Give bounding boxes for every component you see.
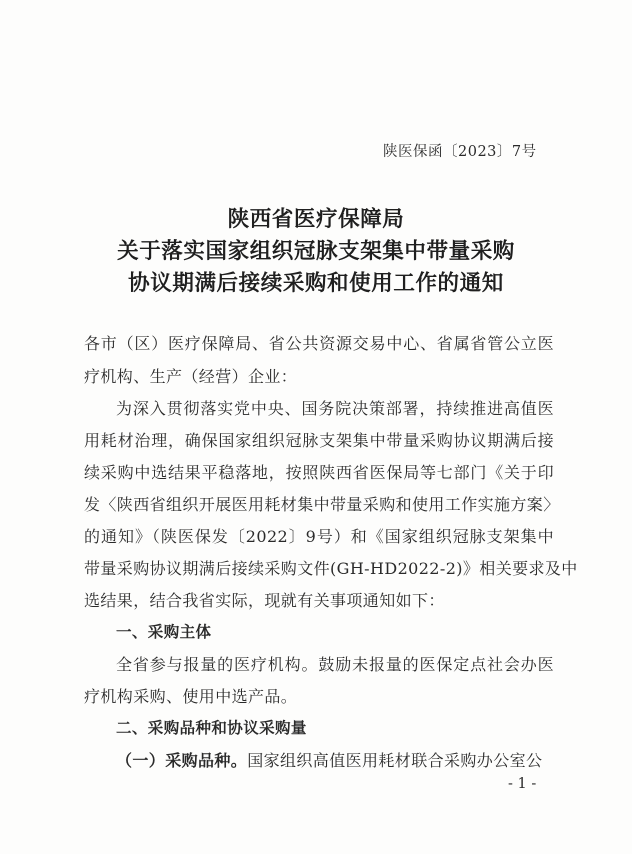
intro-line-5: 的通知》（陕医保发〔2022〕9号）和《国家组织冠脉支架集中 [84, 527, 554, 546]
section-2-subsection [116, 748, 554, 771]
intro-line-4: 发〈陕西省组织开展医用耗材集中带量采购和使用工作实施方案〉 [84, 495, 560, 514]
addressee-line-1: 各市（区）医疗保障局、省公共资源交易中心、省属省管公立医 [84, 334, 554, 353]
subsection-label: （一）采购品种。 [116, 751, 248, 770]
section-2-heading: 二、采购品种和协议采购量 [116, 719, 307, 737]
intro-line-6: 带量采购协议期满后接续采购文件(GH-HD2022-2)》相关要求及中 [84, 559, 578, 578]
intro-line-3: 续采购中选结果平稳落地，按照陕西省医保局等七部门《关于印 [84, 463, 554, 482]
intro-line-1: 为深入贯彻落实党中央、国务院决策部署，持续推进高值医 [116, 399, 554, 418]
addressee-line-2: 疗机构、生产（经营）企业： [84, 367, 298, 386]
intro-line-2: 用耗材治理，确保国家组织冠脉支架集中带量采购协议期满后接 [84, 431, 554, 450]
subsection-text: 国家组织高值医用耗材联合采购办公室公 [247, 751, 543, 770]
intro-line-7: 选结果，结合我省实际，现就有关事项通知如下： [84, 591, 445, 610]
title-line-1: 陕西省医疗保障局 [227, 207, 405, 232]
title-line-2: 关于落实国家组织冠脉支架集中带量采购 [117, 239, 515, 264]
title-line-3: 协议期满后接续采购和使用工作的通知 [128, 271, 504, 296]
section-1-heading: 一、采购主体 [116, 623, 212, 641]
section-1-body-line-1: 全省参与报量的医疗机构。鼓励未报量的医保定点社会办医 [116, 655, 554, 674]
section-1-body-line-2: 疗机构采购、使用中选产品。 [84, 687, 298, 706]
document-number: 陕医保函〔2023〕7号 [383, 144, 537, 160]
page-number: - 1 - [508, 776, 537, 792]
